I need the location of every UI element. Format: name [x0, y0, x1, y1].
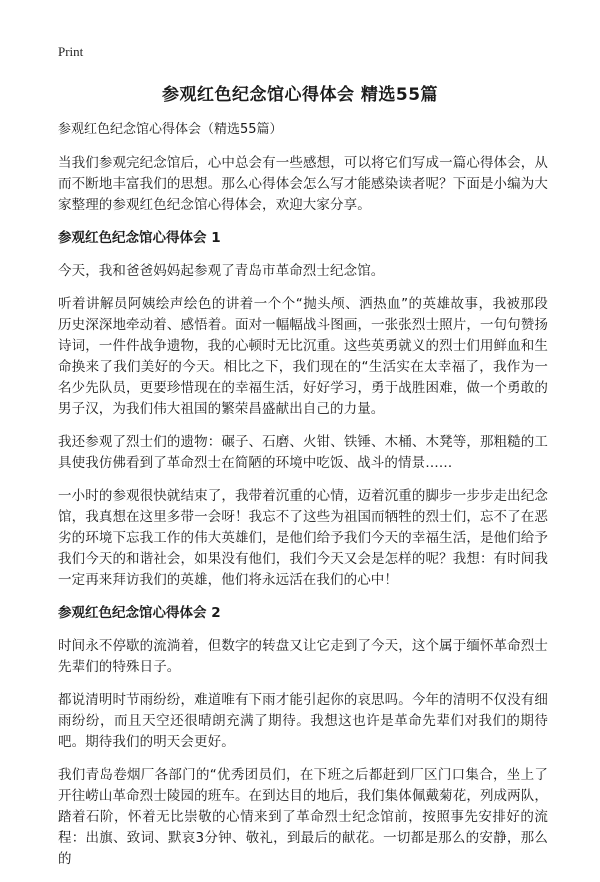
article-body	[58, 120, 548, 882]
section-1-paragraph-1: 今天，我和爸爸妈妈起参观了青岛市革命烈士纪念馆。	[58, 263, 385, 279]
section-1-paragraph-2: 听着讲解员阿姨绘声绘色的讲着一个个“抛头颅、洒热血”的英雄故事，我被那段历史深深地牵动着、感悟着。面对一幅幅战斗图画，一张张烈士照片，一句句赞扬诗词，一件件战争遗物，我的心顿时无比沉重。这些英勇就义的烈士们用鲜血和生命换来了我们美好的今天。相比之下，我们现在的“生活实在太幸福了，我作为一名少先队员，更要珍惜现在的幸福生活，好好学习，勇于战胜困难，做一个勇敢的男子汉，为我们伟大祖国的繁荣昌盛献出自己的力量。	[58, 296, 548, 417]
section-1-paragraph-4: 一小时的参观很快就结束了，我带着沉重的心情，迈着沉重的脚步一步步走出纪念馆，我真想在这里多带一会呀！我忘不了这些为祖国而牺牲的烈士们，忘不了在恶劣的环境下忘我工作的伟大英雄们，是他们给予我们今天的幸福生活，是他们给予我们今天的和谐社会，如果没有他们，我们今天又会是怎样的呢？我想：有时间我一定再来拜访我们的英雄，他们将永远活在我们的心中！	[58, 488, 548, 588]
section-heading-2: 参观红色纪念馆心得体会 2	[58, 605, 221, 621]
print-label: Print	[58, 44, 84, 59]
intro-paragraph: 当我们参观完纪念馆后，心中总会有一些感想，可以将它们写成一篇心得体会，从而不断地丰富我们的思想。那么心得体会怎么写才能感染读者呢？下面是小编为大家整理的参观红色纪念馆心得体会，欢迎大家分享。	[58, 155, 548, 213]
section-2-paragraph-1: 时间永不停歇的流淌着，但数字的转盘又让它走到了今天，这个属于缅怀革命烈士先辈们的特殊日子。	[58, 638, 548, 675]
section-2-paragraph-2: 都说清明时节雨纷纷，难道唯有下雨才能引起你的哀思吗。今年的清明不仅没有细雨纷纷，而且天空还很晴朗充满了期待。我想这也许是革命先辈们对我们的期待吧。期待我们的明天会更好。	[58, 692, 548, 750]
section-1-paragraph-3: 我还参观了烈士们的遗物：碾子、石磨、火钳、铁锤、木桶、木凳等，那粗糙的工具使我仿佛看到了革命烈士在简陋的环境中吃饭、战斗的情景……	[58, 434, 548, 471]
page-title: 参观红色纪念馆心得体会 精选55篇	[161, 85, 439, 105]
section-heading-1: 参观红色纪念馆心得体会 1	[58, 230, 221, 246]
section-2-paragraph-3: 我们青岛卷烟厂各部门的“优秀团员们，在下班之后都赶到厂区门口集合，坐上了开往崂山革命烈士陵园的班车。在到达目的地后，我们集体佩戴菊花，列成两队，踏着石阶，怀着无比崇敬的心情来到了革命烈士纪念馆前，按照事先安排好的流程：出旗、致词、默哀3分钟、敬礼，到最后的献花。一切都是那么的安静，那么的	[58, 767, 548, 867]
subtitle: 参观红色纪念馆心得体会（精选55篇）	[58, 122, 283, 137]
